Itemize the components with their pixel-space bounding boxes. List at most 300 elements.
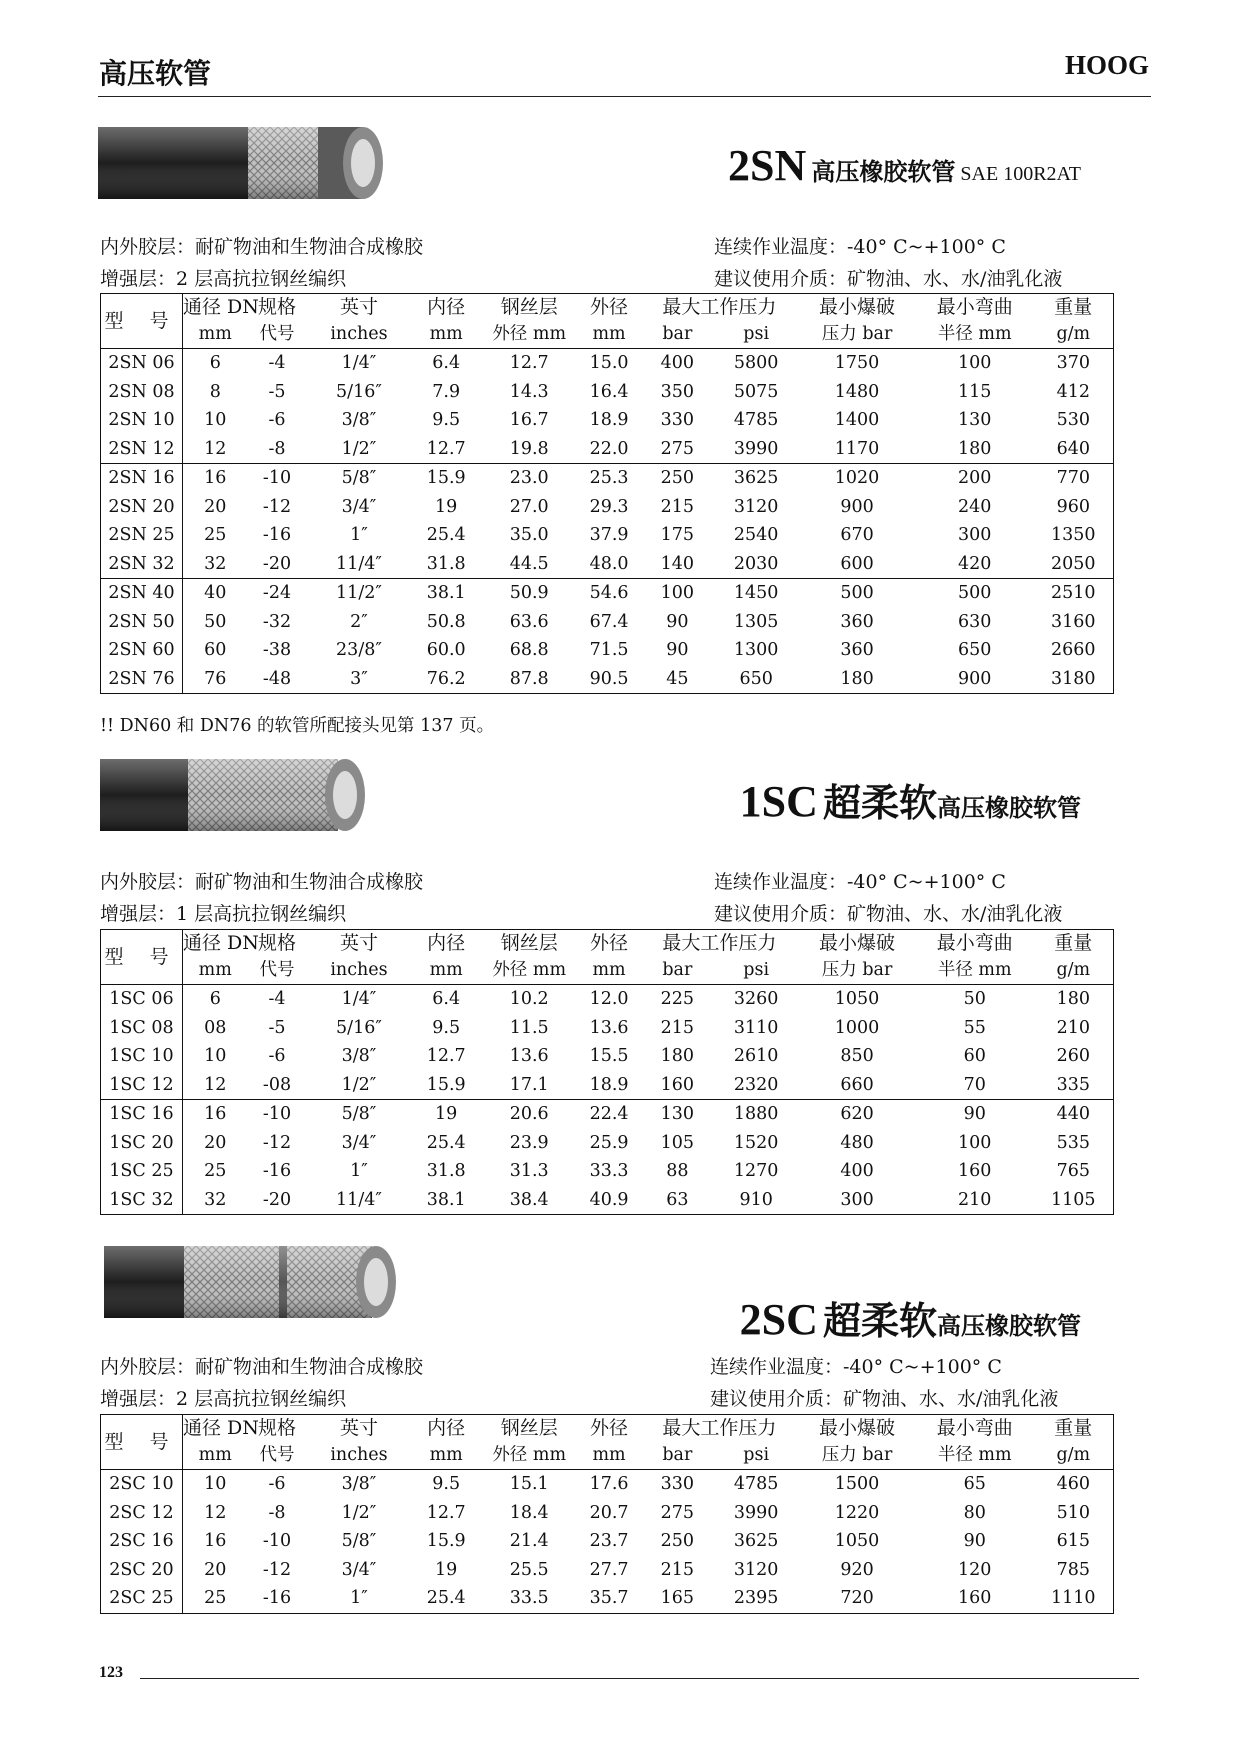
table-cell: 2SN 20 [101,493,183,522]
table-cell: 330 [660,410,695,430]
column-header: 压力 bar [821,1445,893,1465]
table-cell: 23.9 [509,1132,549,1153]
table-cell: 2320 [733,1074,779,1095]
table-cell: -12 [262,496,292,517]
table-cell: 16 [182,1100,247,1129]
table-cell: 180 [958,438,992,459]
table-cell: 130 [641,1100,715,1129]
table-cell: 25.4 [426,525,466,545]
table-cell: 15.5 [589,1046,629,1066]
table-cell: 2SN 06 [101,349,183,378]
header-divider [98,96,1151,97]
column-header: 最小弯曲 [936,296,1013,318]
table-cell: 22.0 [589,438,629,459]
table-cell: 300 [840,1189,874,1210]
column-header: 压力 bar [821,960,893,980]
spec-tube: 内外胶层：耐矿物油和生物油合成橡胶 [100,871,424,893]
hose-image-2sn [98,123,398,203]
table-cell: 90 [666,640,689,660]
table-cell: 260 [1056,1046,1090,1066]
table-cell: 25.3 [578,464,641,493]
column-header: mm [592,1445,626,1465]
table-cell: 640 [1056,438,1090,459]
column-header: mm [198,324,232,344]
table-cell: 3/4″ [341,1559,377,1580]
table-cell: -38 [262,640,292,660]
table-cell: 3990 [733,1502,779,1523]
table-cell: 350 [660,381,695,402]
table-cell: 2610 [733,1046,779,1066]
table-cell: 31.8 [426,553,466,574]
table-cell: 33.3 [589,1161,629,1181]
table-cell: 29.3 [589,496,629,517]
product-name: 高压橡胶软管 [937,793,1081,822]
table-cell: -48 [262,668,292,689]
table-cell: 50 [204,611,227,632]
table-cell: 15.1 [509,1474,549,1494]
table-row [101,1584,1114,1613]
table-cell: 33.5 [509,1588,549,1608]
table-cell: -4 [268,353,286,373]
table-cell: 920 [840,1559,874,1580]
table-cell: -6 [268,1046,286,1066]
table-cell: 87.8 [509,668,549,689]
table-row [101,406,1114,435]
table-cell: -16 [262,1588,292,1608]
table-cell: 215 [660,1017,695,1038]
table-cell: 1050 [834,989,880,1009]
table-cell: 15.9 [426,1074,466,1095]
table-cell: 850 [840,1046,874,1066]
table-cell: 7.9 [432,381,461,402]
table-cell: 2SN 16 [101,464,183,493]
table-cell: 1500 [834,1474,880,1494]
product-name-large: 超柔软 [822,1298,937,1343]
column-header: 代号 [259,1445,295,1465]
table-cell: 54.6 [578,579,641,608]
table-cell: -4 [268,989,286,1009]
column-header: mm [198,960,232,980]
table-cell: 620 [798,1100,916,1129]
table-cell: 440 [1034,1100,1114,1129]
table-cell: 25 [204,1161,227,1181]
table-cell: 6 [209,353,221,373]
table-cell: 2SN 08 [101,378,183,407]
table-cell: 2SN 50 [101,608,183,637]
table-row [101,521,1114,550]
table-cell: 100 [958,353,992,373]
table-cell: 510 [1056,1502,1090,1523]
table-cell: -10 [248,464,307,493]
spec-tube: 内外胶层：耐矿物油和生物油合成橡胶 [100,236,424,258]
spec-media: 建议使用介质：矿物油、水、水/油乳化液 [714,268,1063,290]
table-cell: 90 [666,611,689,632]
spec-reinforcement: 增强层：2 层高抗拉钢丝编织 [100,268,347,290]
table-cell: 10.2 [509,989,549,1009]
table-cell: 14.3 [509,381,549,402]
table-cell: 180 [660,1046,695,1066]
table-cell: 16.7 [509,410,549,430]
table-cell: 2SC 10 [101,1470,183,1499]
table-cell: 90.5 [589,668,629,689]
table-cell: 2SC 16 [101,1527,183,1556]
table-cell: 23/8″ [336,640,382,660]
table-cell: 68.8 [509,640,549,660]
column-header: g/m [1056,324,1091,344]
table-row [101,349,1114,378]
column-header: 钢丝层 [500,296,558,318]
table-cell: 35.0 [509,525,549,545]
table-cell: 160 [958,1588,992,1608]
table-cell: 50.9 [481,579,578,608]
table-cell: 3/8″ [341,1046,377,1066]
table-cell: 500 [798,579,916,608]
table-cell: 360 [840,640,874,660]
table-cell: 720 [840,1588,874,1608]
column-header: 半径 mm [937,1445,1012,1465]
table-cell: 115 [958,381,992,402]
column-header: psi [743,960,770,980]
table-cell: 660 [840,1074,874,1095]
column-header: bar [662,324,693,344]
table-row [101,1186,1114,1215]
table-cell: -20 [262,1189,292,1210]
table-cell: 50.8 [426,611,466,632]
table-cell: 500 [916,579,1034,608]
table-cell: 2SN 76 [101,665,183,694]
table-cell: 275 [660,438,695,459]
table-cell: 1220 [834,1502,880,1523]
table-cell: 6 [209,989,221,1009]
spec-tube: 内外胶层：耐矿物油和生物油合成橡胶 [100,1356,424,1378]
spec-table-1sc [100,929,1114,1215]
column-header: g/m [1056,960,1091,980]
table-cell: 3625 [733,1531,779,1551]
table-cell: -16 [262,1161,292,1181]
table-cell: 40.9 [589,1189,629,1210]
table-cell: 15.0 [589,353,629,373]
table-cell: 25 [204,1588,227,1608]
product-title-1sc [740,772,1081,827]
table-cell: 38.4 [509,1189,549,1210]
column-header: 外径 [590,932,629,954]
column-header: 最小爆破 [819,296,896,318]
column-header: psi [743,324,770,344]
table-cell: 160 [660,1074,695,1095]
table-cell: 25.4 [426,1132,466,1153]
column-header: 重量 [1054,296,1093,318]
table-cell: 412 [1056,381,1090,402]
table-cell: 23.7 [589,1531,629,1551]
column-header: 最大工作压力 [662,296,777,318]
table-cell: 13.6 [509,1046,549,1066]
table-cell: 1300 [733,640,779,660]
column-header: 型 号 [101,930,183,985]
spec-temperature: 连续作业温度：-40° C~+100° C [710,1356,1002,1378]
table-cell: 12 [204,1502,227,1523]
table-cell: 5/16″ [336,1017,382,1038]
table-cell: 1/2″ [341,1074,377,1095]
table-cell: 60 [204,640,227,660]
table-cell: 1270 [733,1161,779,1181]
product-standard: SAE 100R2AT [960,163,1081,185]
column-header: 型 号 [101,294,183,349]
spec-reinforcement: 增强层：2 层高抗拉钢丝编织 [100,1388,347,1410]
column-header: 通径 DN [182,1417,259,1439]
page-title: 高压软管 [99,57,212,90]
table-cell: 225 [660,989,695,1009]
column-header: g/m [1056,1445,1091,1465]
table-cell: 38.1 [412,579,481,608]
table-cell: 4785 [733,1474,779,1494]
table-cell: 1880 [714,1100,798,1129]
table-cell: 130 [958,410,992,430]
table-cell: 400 [660,353,695,373]
table-cell: 8 [209,381,221,402]
column-header: 规格 [258,932,297,954]
table-cell: 5/8″ [306,464,411,493]
table-cell: 900 [958,668,992,689]
table-cell: 275 [660,1502,695,1523]
column-header: inches [330,324,388,344]
table-cell: 535 [1056,1132,1090,1153]
table-cell: 215 [660,1559,695,1580]
column-header: mm [198,1445,232,1465]
column-header: 钢丝层 [500,1417,558,1439]
table-cell: 200 [916,464,1034,493]
column-header: 重量 [1054,932,1093,954]
table-row [101,464,1114,493]
table-row [101,1014,1114,1043]
table-cell: 5/8″ [341,1531,377,1551]
brand-name: HOOG [1064,50,1149,80]
table-cell: 3/4″ [341,1132,377,1153]
table-cell: 9.5 [432,410,461,430]
table-cell: -6 [268,410,286,430]
table-cell: 2SN 40 [101,579,183,608]
table-cell: 20 [204,496,227,517]
footer-divider [140,1678,1139,1679]
table-row [101,1042,1114,1071]
table-cell: 1750 [834,353,880,373]
table-cell: 2SN 32 [101,550,183,579]
table-cell: 12.7 [426,438,466,459]
table-cell: 23.0 [481,464,578,493]
column-header: mm [429,960,463,980]
table-cell: 10 [204,1046,227,1066]
table-cell: 90 [916,1100,1034,1129]
table-cell: 300 [958,525,992,545]
table-cell: 100 [958,1132,992,1153]
column-header: 半径 mm [937,324,1012,344]
table-cell: 15.9 [412,464,481,493]
table-cell: 08 [204,1017,227,1038]
table-cell: 25 [204,525,227,545]
table-cell: -5 [268,381,286,402]
column-header: bar [662,1445,693,1465]
table-cell: 2SC 25 [101,1584,183,1613]
table-cell: 1450 [714,579,798,608]
column-header: bar [662,960,693,980]
table-row [101,1527,1114,1556]
table-cell: 45 [666,668,689,689]
table-cell: 2″ [350,611,368,632]
table-cell: 31.3 [509,1161,549,1181]
table-cell: 2510 [1034,579,1114,608]
table-row [101,493,1114,522]
table-row [101,550,1114,579]
column-header: 最小爆破 [819,932,896,954]
table-cell: 20 [204,1559,227,1580]
table-cell: 1SC 25 [101,1157,183,1186]
table-cell: 16 [204,1531,227,1551]
column-header: 规格 [258,296,297,318]
column-header: 最小爆破 [819,1417,896,1439]
column-header: 型 号 [101,1415,183,1470]
table-cell: 5800 [733,353,779,373]
product-name-large: 超柔软 [822,780,937,825]
table-cell: 60.0 [426,640,466,660]
table-cell: 15.9 [426,1531,466,1551]
table-cell: 71.5 [589,640,629,660]
table-cell: 1/4″ [341,353,377,373]
product-name: 高压橡胶软管 [811,157,956,186]
table-cell: 11/2″ [306,579,411,608]
table-cell: 31.8 [426,1161,466,1181]
spec-media: 建议使用介质：矿物油、水、水/油乳化液 [714,903,1063,925]
table-cell: 50 [963,989,986,1009]
table-cell: 210 [958,1189,992,1210]
table-cell: 1SC 16 [101,1100,183,1129]
table-cell: -24 [248,579,307,608]
table-cell: 18.9 [589,1074,629,1095]
column-header: 最大工作压力 [662,1417,777,1439]
table-cell: 6.4 [432,989,461,1009]
column-header: 最大工作压力 [662,932,777,954]
table-row [101,579,1114,608]
column-header: 通径 DN [182,932,259,954]
table-cell: 22.4 [578,1100,641,1129]
table-cell: 16 [182,464,247,493]
product-code: 2SN [727,141,807,190]
table-cell: 2SN 10 [101,406,183,435]
product-name: 高压橡胶软管 [937,1311,1081,1340]
column-header: 最小弯曲 [936,1417,1013,1439]
table-cell: 63.6 [509,611,549,632]
page-number: 123 [99,1664,123,1681]
table-cell: 2SN 25 [101,521,183,550]
table-cell: 165 [660,1588,695,1608]
table-cell: 330 [660,1474,695,1494]
table-row [101,378,1114,407]
table-cell: 25.9 [589,1132,629,1153]
spec-temperature: 连续作业温度：-40° C~+100° C [714,871,1006,893]
table-cell: 70 [963,1074,986,1095]
table-cell: 19 [435,1559,458,1580]
table-cell: 20.7 [589,1502,629,1523]
column-header: 外径 mm [492,1445,567,1465]
table-cell: 6.4 [432,353,461,373]
table-cell: 40 [182,579,247,608]
column-header: 英寸 [339,1417,378,1439]
table-cell: 9.5 [432,1017,461,1038]
table-row [101,1100,1114,1129]
table-cell: 5/8″ [306,1100,411,1129]
column-header: inches [330,960,388,980]
table-cell: 140 [660,553,695,574]
column-header: 重量 [1054,1417,1093,1439]
table-cell: 4785 [733,410,779,430]
column-header: 外径 mm [492,324,567,344]
table-cell: 615 [1056,1531,1090,1551]
column-header: 英寸 [339,932,378,954]
table-cell: 21.4 [509,1531,549,1551]
column-header: mm [592,960,626,980]
table-cell: 1SC 20 [101,1129,183,1158]
column-header: 半径 mm [937,960,1012,980]
column-header: 外径 mm [492,960,567,980]
table-cell: 67.4 [589,611,629,632]
table-cell: 1SC 10 [101,1042,183,1071]
table-cell: 910 [739,1189,773,1210]
table-cell: 785 [1056,1559,1090,1580]
table-cell: -5 [268,1017,286,1038]
table-cell: -08 [262,1074,292,1095]
column-header: 钢丝层 [500,932,558,954]
table-cell: 180 [840,668,874,689]
table-row [101,1129,1114,1158]
table-cell: 100 [641,579,715,608]
table-cell: 25.5 [509,1559,549,1580]
table-cell: 3/8″ [341,410,377,430]
table-row [101,1470,1114,1499]
table-cell: 38.1 [426,1189,466,1210]
table-row [101,1556,1114,1585]
table-cell: 335 [1056,1074,1090,1095]
table-cell: 12.7 [426,1046,466,1066]
table-cell: 360 [840,611,874,632]
table-cell: 3180 [1051,668,1096,689]
table-cell: 12.7 [509,353,549,373]
table-cell: 765 [1056,1161,1090,1181]
table-cell: 670 [840,525,874,545]
table-cell: 65 [963,1474,986,1494]
table-cell: 60 [963,1046,986,1066]
table-cell: 10 [204,410,227,430]
hose-image-1sc [100,755,375,835]
table-cell: 76 [204,668,227,689]
column-header: 规格 [258,1417,297,1439]
table-cell: 2050 [1051,553,1096,574]
hose-image-2sc [104,1242,404,1322]
table-cell: 240 [958,496,992,517]
table-cell: 48.0 [589,553,629,574]
table-cell: -8 [268,438,286,459]
spec-temperature: 连续作业温度：-40° C~+100° C [714,236,1006,258]
table-cell: -10 [248,1100,307,1129]
table-cell: 88 [666,1161,689,1181]
table-cell: 11.5 [509,1017,549,1038]
table-cell: 250 [641,464,715,493]
table-cell: 1350 [1051,525,1096,545]
table-cell: 5075 [733,381,779,402]
table-row [101,985,1114,1014]
table-cell: 650 [739,668,773,689]
table-cell: 1SC 08 [101,1014,183,1043]
table-cell: 76.2 [426,668,466,689]
table-cell: 63 [666,1189,689,1210]
table-cell: 370 [1056,353,1090,373]
